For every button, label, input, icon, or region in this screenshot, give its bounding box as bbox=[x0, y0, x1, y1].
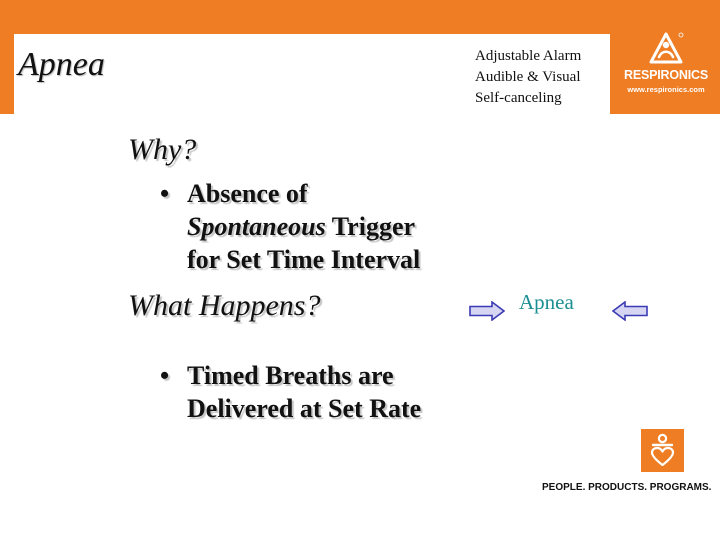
bullet-timed-breaths bbox=[160, 359, 421, 425]
alarm-note-audible-visual: Audible & Visual bbox=[475, 69, 581, 85]
respironics-tile bbox=[641, 429, 684, 472]
brand-tagline: PEOPLE. PRODUCTS. PROGRAMS. bbox=[542, 482, 712, 493]
bullet-line: Delivered at Set Rate bbox=[187, 394, 422, 423]
respironics-logo bbox=[614, 30, 718, 110]
bullet-line: Absence of bbox=[187, 179, 308, 208]
heading-why: Why? bbox=[128, 133, 197, 166]
bullet-line bbox=[160, 210, 420, 243]
header-left-tab bbox=[0, 34, 14, 114]
arrow-right-icon bbox=[469, 301, 505, 321]
bullet-dot: • bbox=[160, 179, 170, 208]
bullet-dot: • bbox=[160, 361, 170, 390]
emphasis-text: Spontaneous bbox=[187, 212, 326, 241]
bullet-absence-of-trigger bbox=[160, 177, 420, 276]
slide-title: Apnea bbox=[18, 46, 105, 83]
heading-what-happens: What Happens? bbox=[128, 289, 321, 322]
arrow-left-icon bbox=[612, 301, 648, 321]
alarm-notes bbox=[475, 46, 610, 109]
alarm-note-adjustable: Adjustable Alarm bbox=[475, 48, 582, 64]
bullet-line-rest: Trigger bbox=[325, 212, 416, 241]
apnea-callout-label: Apnea bbox=[519, 290, 574, 314]
header-bar bbox=[0, 0, 720, 34]
bullet-line: for Set Time Interval bbox=[187, 245, 421, 274]
figure-triangle-icon bbox=[647, 30, 685, 68]
figure-heart-icon bbox=[641, 429, 684, 472]
brand-url: www.respironics.com bbox=[627, 85, 705, 94]
bullet-line: Timed Breaths are bbox=[187, 361, 394, 390]
brand-name: RESPIRONICS bbox=[624, 68, 708, 82]
alarm-note-self-canceling: Self-canceling bbox=[475, 90, 562, 106]
